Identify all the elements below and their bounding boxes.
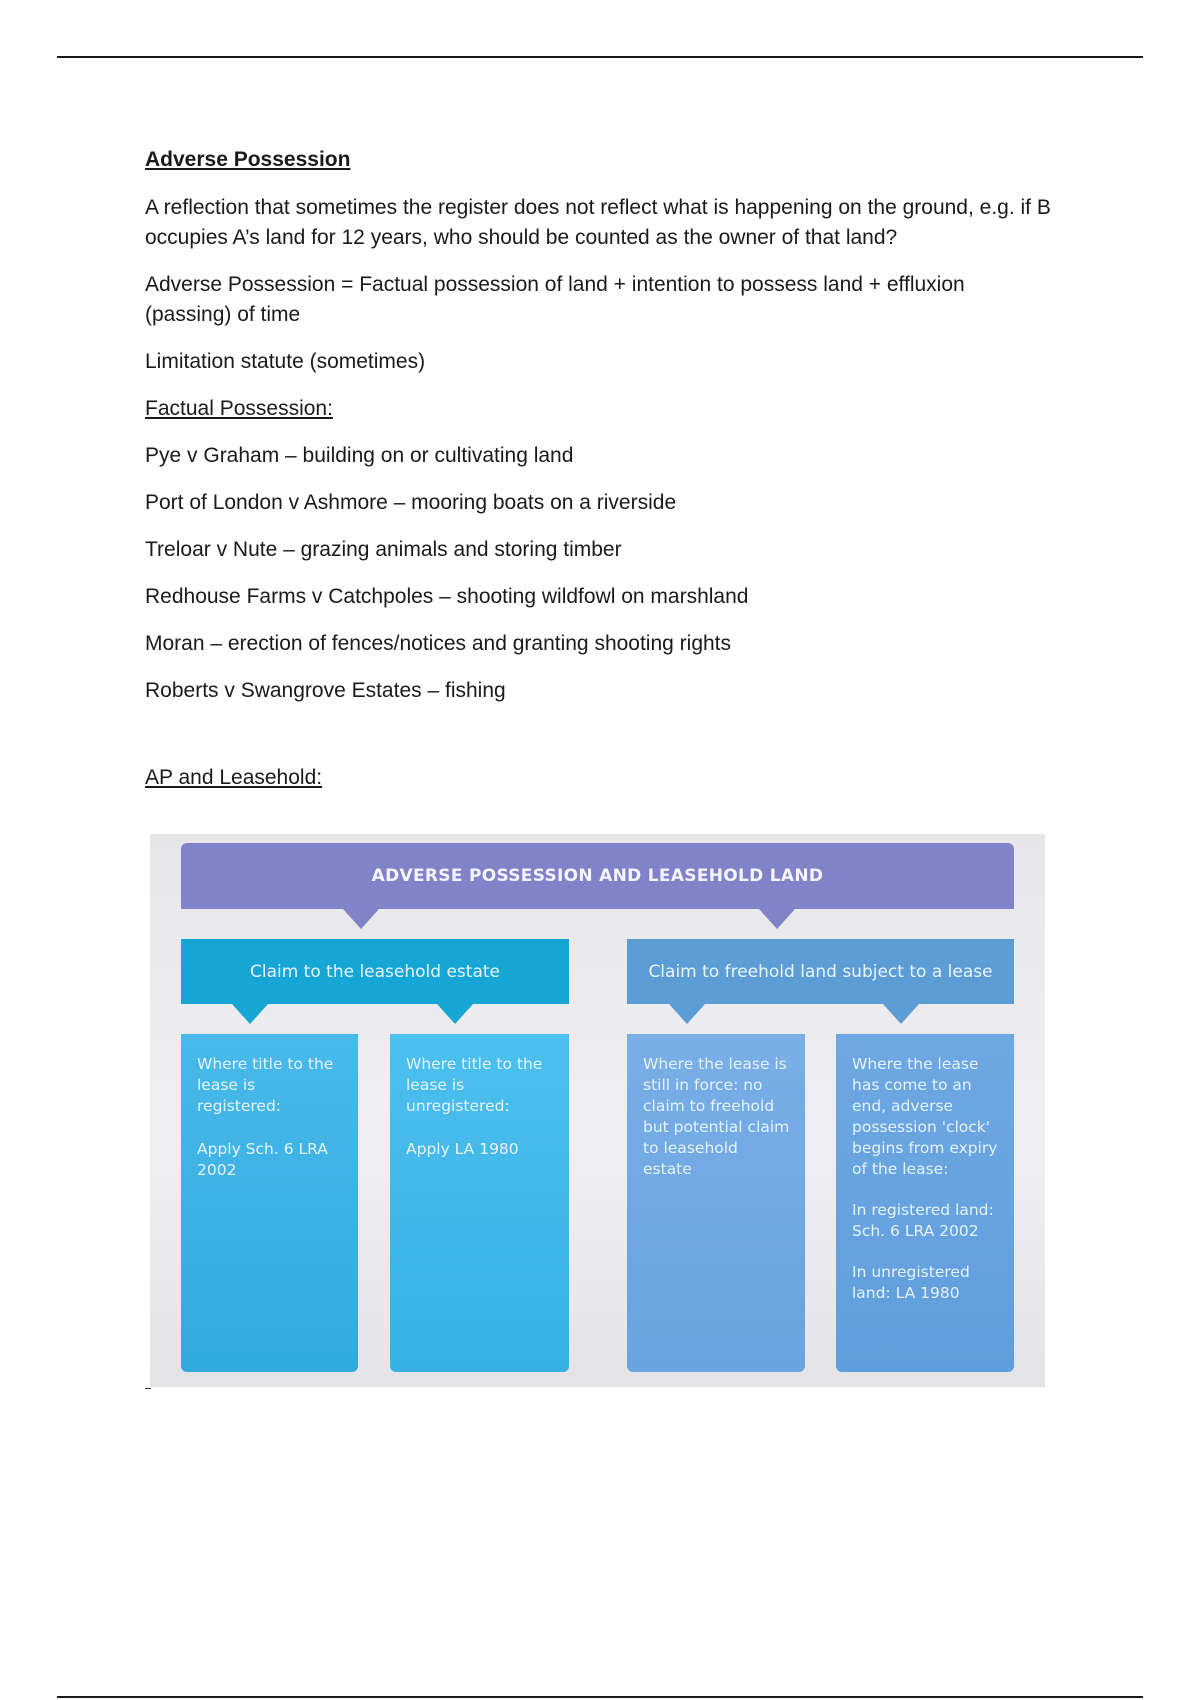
box-lease-ended bbox=[836, 1034, 1014, 1372]
case-item: Moran – erection of fences/notices and granting shooting rights bbox=[145, 632, 732, 655]
connector-arrow bbox=[883, 1004, 919, 1024]
case-item: Pye v Graham – building on or cultivating land bbox=[145, 444, 574, 467]
document-title: Adverse Possession bbox=[145, 148, 351, 171]
diagram-title: ADVERSE POSSESSION AND LEASEHOLD LAND bbox=[181, 843, 1014, 909]
box-text: In registered land: Sch. 6 LRA 2002 bbox=[852, 1201, 994, 1240]
leasehold-heading: AP and Leasehold: bbox=[145, 766, 323, 789]
box-text: In unregistered land: LA 1980 bbox=[852, 1263, 970, 1302]
box-text: Apply LA 1980 bbox=[406, 1140, 519, 1158]
top-rule bbox=[57, 56, 1143, 58]
leasehold-diagram-image bbox=[150, 834, 1045, 1387]
factual-possession-heading: Factual Possession: bbox=[145, 397, 333, 420]
box-text: Where title to the lease is unregistered: bbox=[406, 1055, 543, 1115]
branch-freehold-subject-to-lease: Claim to freehold land subject to a lease bbox=[627, 939, 1014, 1004]
box-lease-in-force bbox=[627, 1034, 805, 1372]
box-registered-lease bbox=[181, 1034, 358, 1372]
document-body bbox=[145, 145, 1055, 810]
connector-arrow bbox=[343, 909, 379, 929]
case-item: Treloar v Nute – grazing animals and storing timber bbox=[145, 538, 622, 561]
case-item: Roberts v Swangrove Estates – fishing bbox=[145, 679, 506, 702]
box-text: Where title to the lease is registered: bbox=[197, 1055, 334, 1115]
paragraph-limitation: Limitation statute (sometimes) bbox=[145, 350, 426, 373]
connector-arrow bbox=[232, 1004, 268, 1024]
box-unregistered-lease bbox=[390, 1034, 569, 1372]
bottom-rule bbox=[57, 1696, 1143, 1698]
spacer bbox=[145, 723, 1055, 763]
paragraph-definition: Adverse Possession = Factual possession of land + intention to possess land + effluxion (passing) of time bbox=[145, 273, 965, 326]
paragraph-intro: A reflection that sometimes the register does not reflect what is happening on the ground, e.g. if B occupies A’s land for 12 years, who should be counted as the owner of that land? bbox=[145, 196, 1051, 249]
box-text: Apply Sch. 6 LRA 2002 bbox=[197, 1140, 328, 1179]
case-item: Port of London v Ashmore – mooring boats on a riverside bbox=[145, 491, 677, 514]
box-text: Where the lease has come to an end, adverse possession 'clock' begins from expiry of the lease: bbox=[852, 1055, 998, 1178]
connector-arrow bbox=[759, 909, 795, 929]
connector-arrow bbox=[669, 1004, 705, 1024]
stray-mark bbox=[145, 1388, 151, 1389]
branch-leasehold-estate: Claim to the leasehold estate bbox=[181, 939, 569, 1004]
box-text: Where the lease is still in force: no claim to freehold but potential claim to leasehold estate bbox=[643, 1055, 790, 1178]
case-item: Redhouse Farms v Catchpoles – shooting wildfowl on marshland bbox=[145, 585, 749, 608]
connector-arrow bbox=[437, 1004, 473, 1024]
